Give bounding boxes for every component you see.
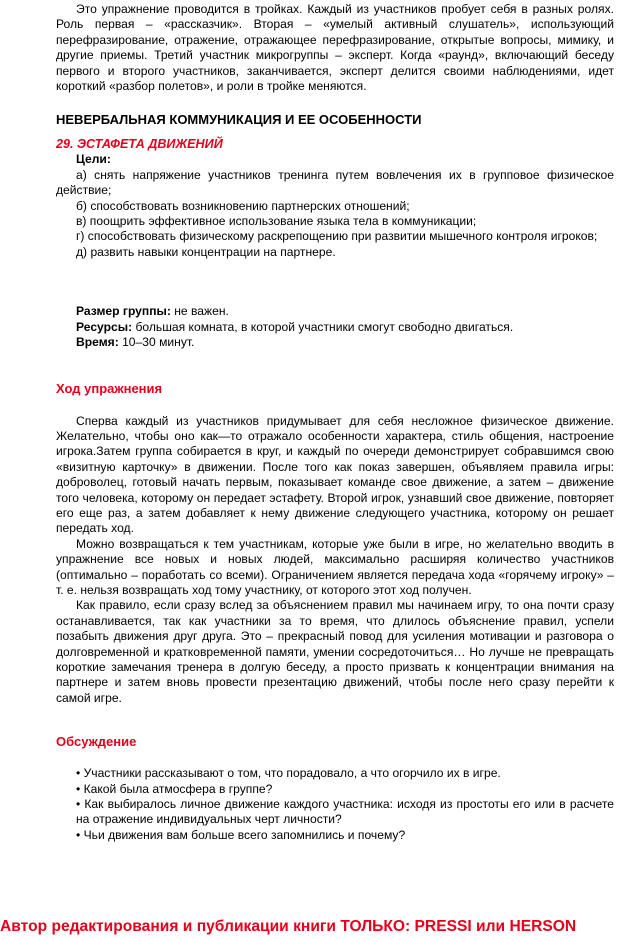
- time-label: Время:: [76, 335, 119, 350]
- discussion-item: • Как выбиралось личное движение каждого участника: исходя из простоты его или в расчете на отражение индивидуальных черт личности?: [76, 797, 614, 827]
- goal-item: а) снять напряжение участников тренинга путем вовлечения их в групповое физическое действие;: [56, 167, 614, 198]
- discussion-list: [56, 766, 614, 843]
- time-value: 10–30 минут.: [118, 335, 195, 350]
- goals-label: Цели:: [76, 152, 111, 167]
- discussion-item: • Участники рассказывают о том, что порадовало, а что огорчило их в игре.: [76, 766, 501, 781]
- resources-label: Ресурсы:: [76, 319, 133, 334]
- group-size-value: не важен.: [170, 304, 229, 319]
- meta-block: [56, 304, 614, 350]
- time: [56, 335, 614, 350]
- goal-item: в) поощрить эффективное использование языка тела в коммуникации;: [76, 214, 477, 229]
- group-size: [56, 304, 614, 319]
- procedure-paragraph: Как правило, если сразу вслед за объяснением правил мы начинаем игру, то она почти сразу останавливается, так как участники за то время, что длилось объяснение правил, успели позабыть движения друг друга. Это – прекрасный повод для усиления мотивации и разговора о долговременной и кратковременной памяти, умении сосредоточиться… Но лучше не превращать короткие замечания тренера в долгую беседу, а просто призвать к концентрации внимания на партнере и затем вновь провести презентацию движений, чтобы после него сразу перейти к самой игре.: [56, 598, 614, 705]
- group-size-label: Размер группы:: [76, 304, 171, 319]
- section-title: НЕВЕРБАЛЬНАЯ КОММУНИКАЦИЯ И ЕЕ ОСОБЕННОСТИ: [56, 112, 422, 128]
- intro-paragraph: Это упражнение проводится в тройках. Каждый из участников пробует себя в разных ролях. Роль первая – «рассказчик». Вторая – «умелый активный слушатель», использующий перефразирование, отражение, отражающее перефразирование, открытые вопросы, мимику, и другие приемы. Третий участник микрогруппы – эксперт. Когда «раунд», включающий беседу первого и второго участников, заканчивается, эксперт делится своими наблюдениями, идет короткий «разбор полетов», и роли в тройке меняются.: [56, 2, 614, 94]
- discussion-item: • Какой была атмосфера в группе?: [76, 781, 273, 796]
- resources-value: большая комната, в которой участники смогут свободно двигаться.: [132, 319, 514, 334]
- exercise-title: 29. ЭСТАФЕТА ДВИЖЕНИЙ: [56, 137, 223, 152]
- goals-block: [56, 152, 614, 260]
- goal-item: г) способствовать физическому раскрепощению при развитии мышечного контроля игроков;: [76, 229, 598, 244]
- procedure-paragraph: Сперва каждый из участников придумывает для себя несложное физическое движение. Желательно, чтобы оно как—то отражало особенности характера, стиль общения, настроение игрока.Затем группа собирается в круг, и каждый по очереди демонстрирует собравшимся свою «визитную карточку» в движении. После того как показ завершен, объявляем правила игры: доброволец, готовый начать первым, показывает команде свое движение, а затем – движение того человека, которому он передает эстафету. Второй игрок, узнавший свое движение, повторяет его еще раз, а затем добавляет к нему движение следующего участника, которому он решает передать ход.: [56, 413, 614, 536]
- goal-item: б) способствовать возникновению партнерских отношений;: [76, 198, 410, 213]
- document-page: [56, 0, 614, 843]
- procedure-title: Ход упражнения: [56, 380, 163, 396]
- discussion-item: • Чьи движения вам больше всего запомнились и почему?: [76, 827, 406, 842]
- resources: [56, 320, 614, 335]
- goal-item: д) развить навыки концентрации на партнере.: [76, 244, 336, 259]
- procedure-body: [56, 414, 614, 707]
- publisher-footer: Автор редактирования и публикации книги ТОЛЬКО: PRESSI или HERSON: [0, 918, 577, 935]
- procedure-paragraph: Можно возвращаться к тем участникам, которые уже были в игре, но желательно вводить в упражнение все новых и новых людей, максимально расширяя количество участников (оптимально – поработать со всеми). Ограничением является передача хода «горячему игроку» – т. е. нельзя возвращать ход тому участнику, от которого этот ход получен.: [56, 536, 614, 597]
- discussion-title: Обсуждение: [56, 734, 137, 750]
